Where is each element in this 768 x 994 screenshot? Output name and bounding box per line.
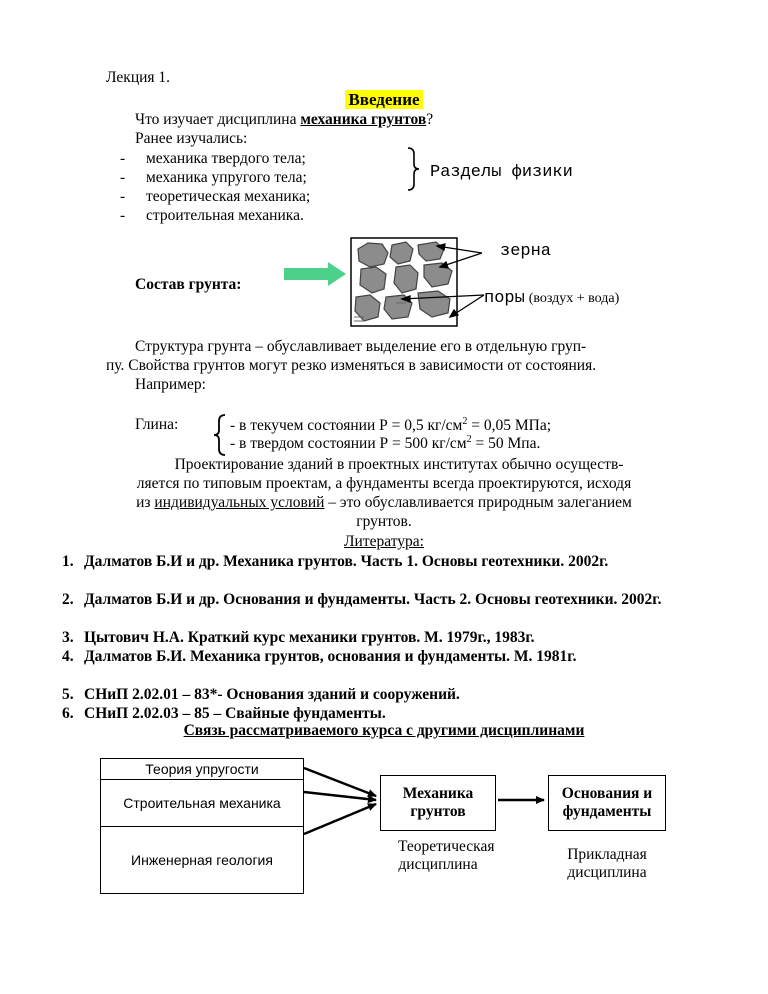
example-label: Например:: [135, 376, 206, 393]
item-text: Далматов Б.И. Механика грунтов, основания и фундаменты. М. 1981г.: [84, 648, 577, 665]
item-text: СНиП 2.02.03 – 85 – Свайные фундаменты.: [84, 705, 386, 722]
clay-state-text: - в твердом состоянии Р = 500 кг/см: [230, 435, 467, 453]
target-discipline-box: [548, 775, 666, 831]
target-discipline-note: [538, 846, 676, 882]
lecture-label: Лекция 1.: [106, 69, 171, 86]
paragraph-1-line-1: Структура грунта – обуславливает выделение его в отдельную груп-: [135, 338, 587, 355]
bullet: -: [120, 150, 126, 167]
pores-label: поры: [484, 289, 525, 308]
item-text: Цытович Н.А. Краткий курс механики грунтов. М. 1979г., 1983г.: [84, 629, 535, 646]
clay-state-text: - в текучем состоянии Р = 0,5 кг/см: [230, 417, 463, 435]
target-discipline: Основания и фундаменты: [561, 785, 653, 820]
text-run: – это обуславливается природным залеганием: [324, 494, 632, 511]
superscript: 2: [466, 434, 472, 445]
item-number: 6.: [62, 705, 74, 722]
item-number: 2.: [62, 591, 74, 608]
bullet: -: [120, 169, 126, 186]
paragraph-2-line-1: Проектирование зданий в проектных институтах обычно осуществ-: [174, 456, 624, 473]
clay-label: Глина:: [135, 416, 179, 433]
target-note-text: Прикладная дисциплина: [567, 846, 647, 881]
grains-label: зерна: [500, 242, 552, 261]
item-number: 1.: [62, 553, 74, 570]
physics-group-label: Разделы физики: [430, 163, 573, 182]
item-number: 4.: [62, 648, 74, 665]
question-prefix: Что изучает дисциплина: [135, 111, 301, 128]
item-number: 3.: [62, 629, 74, 646]
center-discipline-box: [380, 775, 496, 831]
list-item-text: теоретическая механика;: [146, 188, 311, 205]
page-title: Введение: [345, 90, 422, 109]
center-discipline: Механика грунтов: [402, 785, 474, 820]
list-item-text: строительная механика.: [146, 207, 304, 224]
list-item-text: механика упругого тела;: [146, 169, 307, 186]
list-item-text: механика твердого тела;: [146, 150, 306, 167]
earlier-label: Ранее изучались:: [135, 130, 248, 147]
item-number: 5.: [62, 686, 74, 703]
superscript: 2: [462, 416, 468, 427]
item-text: Далматов Б.И и др. Основания и фундаменты. Часть 2. Основы геотехники. 2002г.: [84, 591, 662, 608]
source-engineering-geology: Инженерная геология: [131, 852, 273, 868]
paragraph-2-line-2: ляется по типовым проектам, а фундаменты всегда проектируются, исходя: [136, 475, 632, 492]
text-run: из: [136, 494, 155, 511]
bullet: -: [120, 188, 126, 205]
question-suffix: ?: [426, 111, 434, 128]
paragraph-1-line-2: пу. Свойства грунтов могут резко изменяться в зависимости от состояния.: [106, 357, 597, 374]
source-theory-elasticity: Теория упругости: [101, 759, 303, 780]
center-note-text: Теоретическая дисциплина: [398, 838, 495, 873]
composition-label: Состав грунта:: [135, 276, 242, 293]
underlined-term: индивидуальных условий: [154, 494, 325, 511]
relations-heading: Связь рассматриваемого курса с другими дисциплинами: [183, 722, 585, 739]
question-term: механика грунтов: [300, 111, 427, 128]
clay-state-value: = 50 Мпа.: [471, 435, 541, 453]
item-text: СНиП 2.02.01 – 83*- Основания зданий и сооружений.: [84, 686, 460, 703]
center-discipline-note: [370, 838, 506, 874]
pores-note: (воздух + вода): [528, 291, 620, 306]
source-structural-mechanics: Строительная механика: [101, 780, 303, 827]
literature-heading: Литература:: [344, 533, 424, 550]
clay-state-value: = 0,05 МПа;: [467, 417, 552, 435]
paragraph-2-line-4: грунтов.: [356, 513, 412, 530]
item-text: Далматов Б.И и др. Механика грунтов. Часть 1. Основы геотехники. 2002г.: [84, 553, 609, 570]
bullet: -: [120, 207, 126, 224]
